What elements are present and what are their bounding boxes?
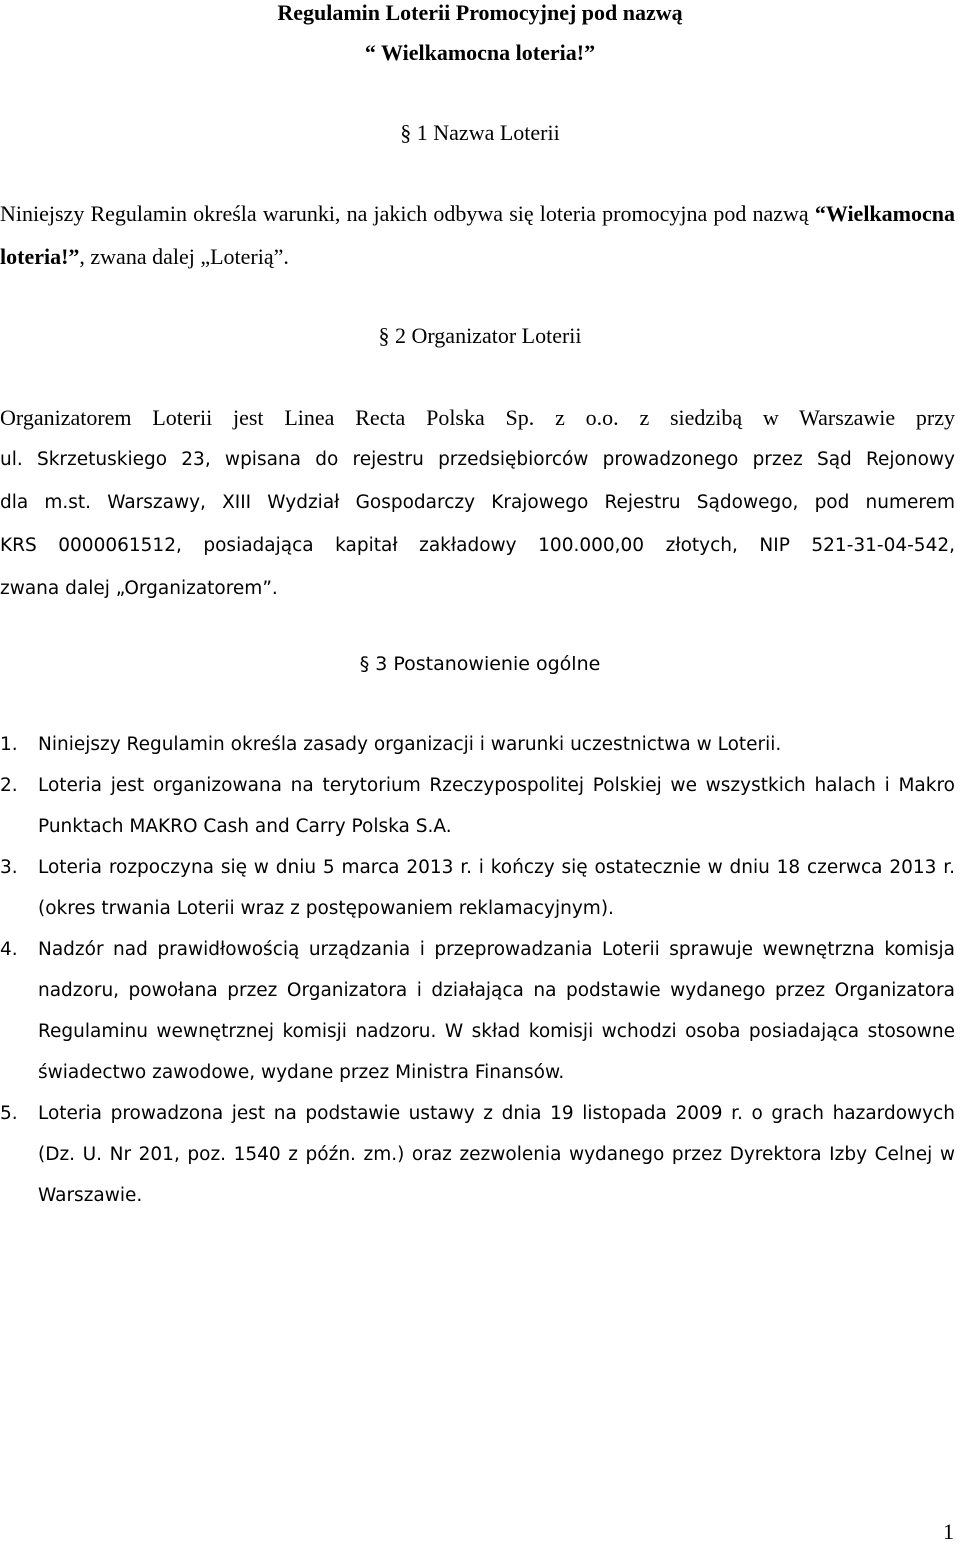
list-item-text: Nadzór nad prawidłowością urządzania i przeprowadzania Loterii sprawuje wewnętrzna komisja nadzoru, powołana przez Organizatora i działająca na podstawie wydanego przez Organizatora Regulaminu wewnętrznej komisji nadzoru. W skład komisji wchodzi osoba posiadająca stosowne świadectwo zawodowe, wydane przez Ministra Finansów.: [38, 939, 955, 1083]
document-title-line2: “ Wielkamocna loteria!”: [364, 40, 596, 65]
list-item-number: 1.: [0, 734, 18, 755]
list-item: [0, 765, 955, 847]
list-item: [0, 1093, 955, 1216]
list-item-text: Loteria prowadzona jest na podstawie ustawy z dnia 19 listopada 2009 r. o grach hazardowych (Dz. U. Nr 201, poz. 1540 z późn. zm.) oraz zezwolenia wydanego przez Dyrektora Izby Celnej w Warszawie.: [38, 1103, 955, 1206]
list-item-number: 2.: [0, 775, 18, 796]
list-item-text: Loteria jest organizowana na terytorium Rzeczypospolitej Polskiej we wszystkich halach i Makro Punktach MAKRO Cash and Carry Polska S.A.: [38, 775, 955, 837]
list-item: [0, 724, 955, 765]
document-title-line1: Regulamin Loterii Promocyjnej pod nazwą: [277, 0, 683, 25]
section-2-line-5: zwana dalej „Organizatorem”.: [0, 578, 278, 599]
list-item-number: 3.: [0, 857, 18, 878]
section-1-text-part2: , zwana dalej „Loterią”.: [79, 244, 289, 269]
section-1-heading: § 1 Nazwa Loterii: [400, 120, 560, 145]
list-item: [0, 929, 955, 1093]
list-item-number: 4.: [0, 939, 18, 960]
section-1-text-part1: Niniejszy Regulamin określa warunki, na jakich odbywa się loteria promocyjna pod nazwą: [0, 201, 809, 226]
section-3-list: [0, 724, 955, 1216]
section-1-paragraph: [0, 192, 955, 278]
section-2-line-2: ul. Skrzetuskiego 23, wpisana do rejestru przedsiębiorców prowadzonego przez Sąd Rejonowy: [0, 449, 955, 470]
section-3-heading: § 3 Postanowienie ogólne: [359, 653, 601, 675]
section-2-line-3: dla m.st. Warszawy, XIII Wydział Gospodarczy Krajowego Rejestru Sądowego, pod numerem: [0, 492, 955, 513]
list-item-text: Loteria rozpoczyna się w dniu 5 marca 2013 r. i kończy się ostatecznie w dniu 18 czerwca 2013 r. (okres trwania Loterii wraz z postępowaniem reklamacyjnym).: [38, 857, 955, 919]
page-number: 1: [943, 1519, 954, 1544]
list-item-text: Niniejszy Regulamin określa zasady organizacji i warunki uczestnictwa w Loterii.: [38, 734, 782, 755]
list-item: [0, 847, 955, 929]
section-2-serif-line: [0, 396, 955, 439]
lottery-name: “Wielkamocna loteria!”: [0, 201, 955, 269]
section-2-line-1: Organizatorem Loterii jest Linea Recta Polska Sp. z o.o. z siedzibą w Warszawie przy: [0, 405, 955, 430]
list-item-number: 5.: [0, 1103, 18, 1124]
section-2-sans-block: [0, 438, 955, 610]
section-2-line-4: KRS 0000061512, posiadająca kapitał zakładowy 100.000,00 złotych, NIP 521-31-04-542,: [0, 535, 955, 556]
section-2-heading: § 2 Organizator Loterii: [378, 323, 582, 348]
